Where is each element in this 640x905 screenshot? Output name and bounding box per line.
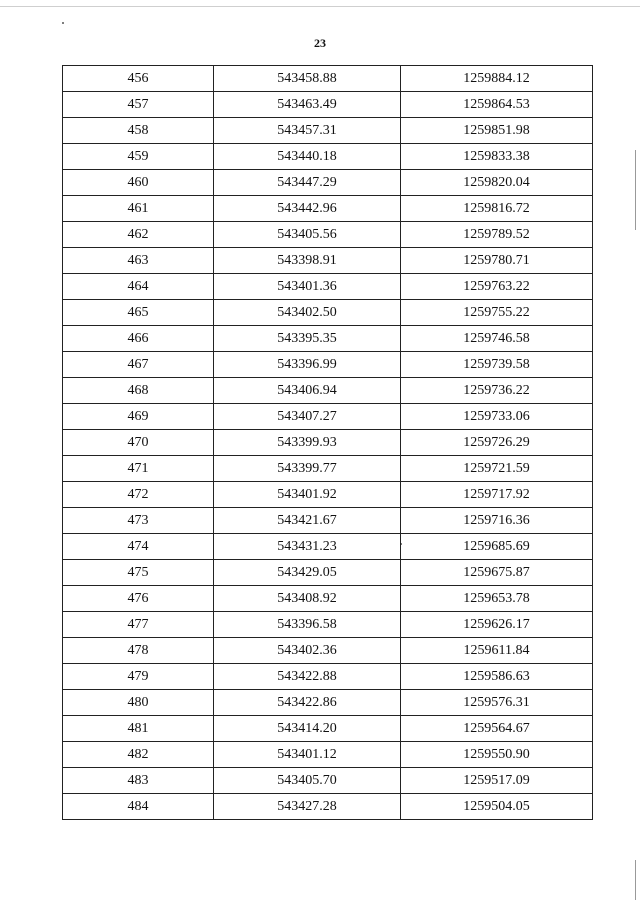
page-number: 23 xyxy=(314,36,326,50)
y-coordinate-cell: 1259780.71 xyxy=(401,248,593,274)
y-coordinate-cell: 1259755.22 xyxy=(401,300,593,326)
point-number-cell: 463 xyxy=(63,248,214,274)
scan-dot xyxy=(62,22,64,24)
x-coordinate-cell: 543401.36 xyxy=(214,274,401,300)
x-coordinate-cell: 543399.93 xyxy=(214,430,401,456)
y-coordinate-cell: 1259716.36 xyxy=(401,508,593,534)
scan-edge-mark xyxy=(635,860,636,900)
y-coordinate-cell: 1259721.59 xyxy=(401,456,593,482)
y-coordinate-cell: 1259884.12 xyxy=(401,66,593,92)
point-number-cell: 480 xyxy=(63,690,214,716)
page-top-rule xyxy=(0,6,640,7)
x-coordinate-cell: 543396.58 xyxy=(214,612,401,638)
point-number-cell: 469 xyxy=(63,404,214,430)
y-coordinate-cell: 1259833.38 xyxy=(401,144,593,170)
x-coordinate-cell: 543405.56 xyxy=(214,222,401,248)
point-number-cell: 484 xyxy=(63,794,214,820)
point-number-cell: 466 xyxy=(63,326,214,352)
table-row xyxy=(63,378,593,404)
point-number-cell: 476 xyxy=(63,586,214,612)
point-number-cell: 465 xyxy=(63,300,214,326)
table-row xyxy=(63,196,593,222)
y-coordinate-cell: 1259851.98 xyxy=(401,118,593,144)
table-row xyxy=(63,794,593,820)
coordinates-table xyxy=(62,65,593,820)
coordinates-table-body xyxy=(63,66,593,820)
table-row xyxy=(63,92,593,118)
table-row xyxy=(63,352,593,378)
y-coordinate-cell: 1259789.52 xyxy=(401,222,593,248)
point-number-cell: 483 xyxy=(63,768,214,794)
point-number-cell: 471 xyxy=(63,456,214,482)
x-coordinate-cell: 543401.92 xyxy=(214,482,401,508)
y-coordinate-cell: 1259504.05 xyxy=(401,794,593,820)
table-row xyxy=(63,586,593,612)
y-coordinate-cell: 1259564.67 xyxy=(401,716,593,742)
point-number-cell: 478 xyxy=(63,638,214,664)
point-number-cell: 456 xyxy=(63,66,214,92)
table-row xyxy=(63,404,593,430)
y-coordinate-cell: 1259675.87 xyxy=(401,560,593,586)
table-row xyxy=(63,300,593,326)
x-coordinate-cell: 543442.96 xyxy=(214,196,401,222)
y-coordinate-cell: 1259864.53 xyxy=(401,92,593,118)
point-number-cell: 475 xyxy=(63,560,214,586)
point-number-cell: 461 xyxy=(63,196,214,222)
y-coordinate-cell: 1259576.31 xyxy=(401,690,593,716)
x-coordinate-cell: 543402.50 xyxy=(214,300,401,326)
x-coordinate-cell: 543422.88 xyxy=(214,664,401,690)
point-number-cell: 462 xyxy=(63,222,214,248)
point-number-cell: 477 xyxy=(63,612,214,638)
table-row xyxy=(63,534,593,560)
y-coordinate-cell: 1259611.84 xyxy=(401,638,593,664)
x-coordinate-cell: 543395.35 xyxy=(214,326,401,352)
x-coordinate-cell: 543414.20 xyxy=(214,716,401,742)
table-row xyxy=(63,638,593,664)
y-coordinate-cell: 1259739.58 xyxy=(401,352,593,378)
point-number-cell: 467 xyxy=(63,352,214,378)
y-coordinate-cell: 1259733.06 xyxy=(401,404,593,430)
table-row xyxy=(63,612,593,638)
table-row xyxy=(63,248,593,274)
x-coordinate-cell: 543408.92 xyxy=(214,586,401,612)
y-coordinate-cell: 1259726.29 xyxy=(401,430,593,456)
y-coordinate-cell: 1259550.90 xyxy=(401,742,593,768)
table-row xyxy=(63,170,593,196)
x-coordinate-cell: 543421.67 xyxy=(214,508,401,534)
table-row xyxy=(63,664,593,690)
x-coordinate-cell: 543463.49 xyxy=(214,92,401,118)
point-number-cell: 468 xyxy=(63,378,214,404)
y-coordinate-cell: 1259746.58 xyxy=(401,326,593,352)
x-coordinate-cell: 543398.91 xyxy=(214,248,401,274)
point-number-cell: 479 xyxy=(63,664,214,690)
x-coordinate-cell: 543405.70 xyxy=(214,768,401,794)
scan-edge-mark xyxy=(635,150,636,230)
y-coordinate-cell: 1259763.22 xyxy=(401,274,593,300)
point-number-cell: 473 xyxy=(63,508,214,534)
y-coordinate-cell: 1259626.17 xyxy=(401,612,593,638)
point-number-cell: 472 xyxy=(63,482,214,508)
x-coordinate-cell: 543447.29 xyxy=(214,170,401,196)
y-coordinate-cell: 1259820.04 xyxy=(401,170,593,196)
point-number-cell: 464 xyxy=(63,274,214,300)
table-row xyxy=(63,508,593,534)
table-row xyxy=(63,144,593,170)
table-row xyxy=(63,768,593,794)
table-row xyxy=(63,430,593,456)
x-coordinate-cell: 543440.18 xyxy=(214,144,401,170)
y-coordinate-cell: 1259653.78 xyxy=(401,586,593,612)
x-coordinate-cell: 543407.27 xyxy=(214,404,401,430)
table-row xyxy=(63,456,593,482)
y-coordinate-cell: 1259517.09 xyxy=(401,768,593,794)
point-number-cell: 460 xyxy=(63,170,214,196)
point-number-cell: 457 xyxy=(63,92,214,118)
y-coordinate-cell: 1259685.69 xyxy=(401,534,593,560)
y-coordinate-cell: 1259816.72 xyxy=(401,196,593,222)
table-row xyxy=(63,482,593,508)
y-coordinate-cell: 1259586.63 xyxy=(401,664,593,690)
x-coordinate-cell: 543429.05 xyxy=(214,560,401,586)
x-coordinate-cell: 543457.31 xyxy=(214,118,401,144)
table-row xyxy=(63,742,593,768)
x-coordinate-cell: 543422.86 xyxy=(214,690,401,716)
table-row xyxy=(63,66,593,92)
point-number-cell: 459 xyxy=(63,144,214,170)
x-coordinate-cell: 543431.23 xyxy=(214,534,401,560)
table-row xyxy=(63,716,593,742)
point-number-cell: 470 xyxy=(63,430,214,456)
point-number-cell: 481 xyxy=(63,716,214,742)
x-coordinate-cell: 543396.99 xyxy=(214,352,401,378)
table-row xyxy=(63,690,593,716)
table-row xyxy=(63,118,593,144)
table-row xyxy=(63,560,593,586)
x-coordinate-cell: 543406.94 xyxy=(214,378,401,404)
x-coordinate-cell: 543401.12 xyxy=(214,742,401,768)
x-coordinate-cell: 543458.88 xyxy=(214,66,401,92)
table-row xyxy=(63,326,593,352)
y-coordinate-cell: 1259736.22 xyxy=(401,378,593,404)
table-row xyxy=(63,222,593,248)
y-coordinate-cell: 1259717.92 xyxy=(401,482,593,508)
point-number-cell: 474 xyxy=(63,534,214,560)
table-row xyxy=(63,274,593,300)
x-coordinate-cell: 543402.36 xyxy=(214,638,401,664)
point-number-cell: 458 xyxy=(63,118,214,144)
x-coordinate-cell: 543427.28 xyxy=(214,794,401,820)
point-number-cell: 482 xyxy=(63,742,214,768)
x-coordinate-cell: 543399.77 xyxy=(214,456,401,482)
